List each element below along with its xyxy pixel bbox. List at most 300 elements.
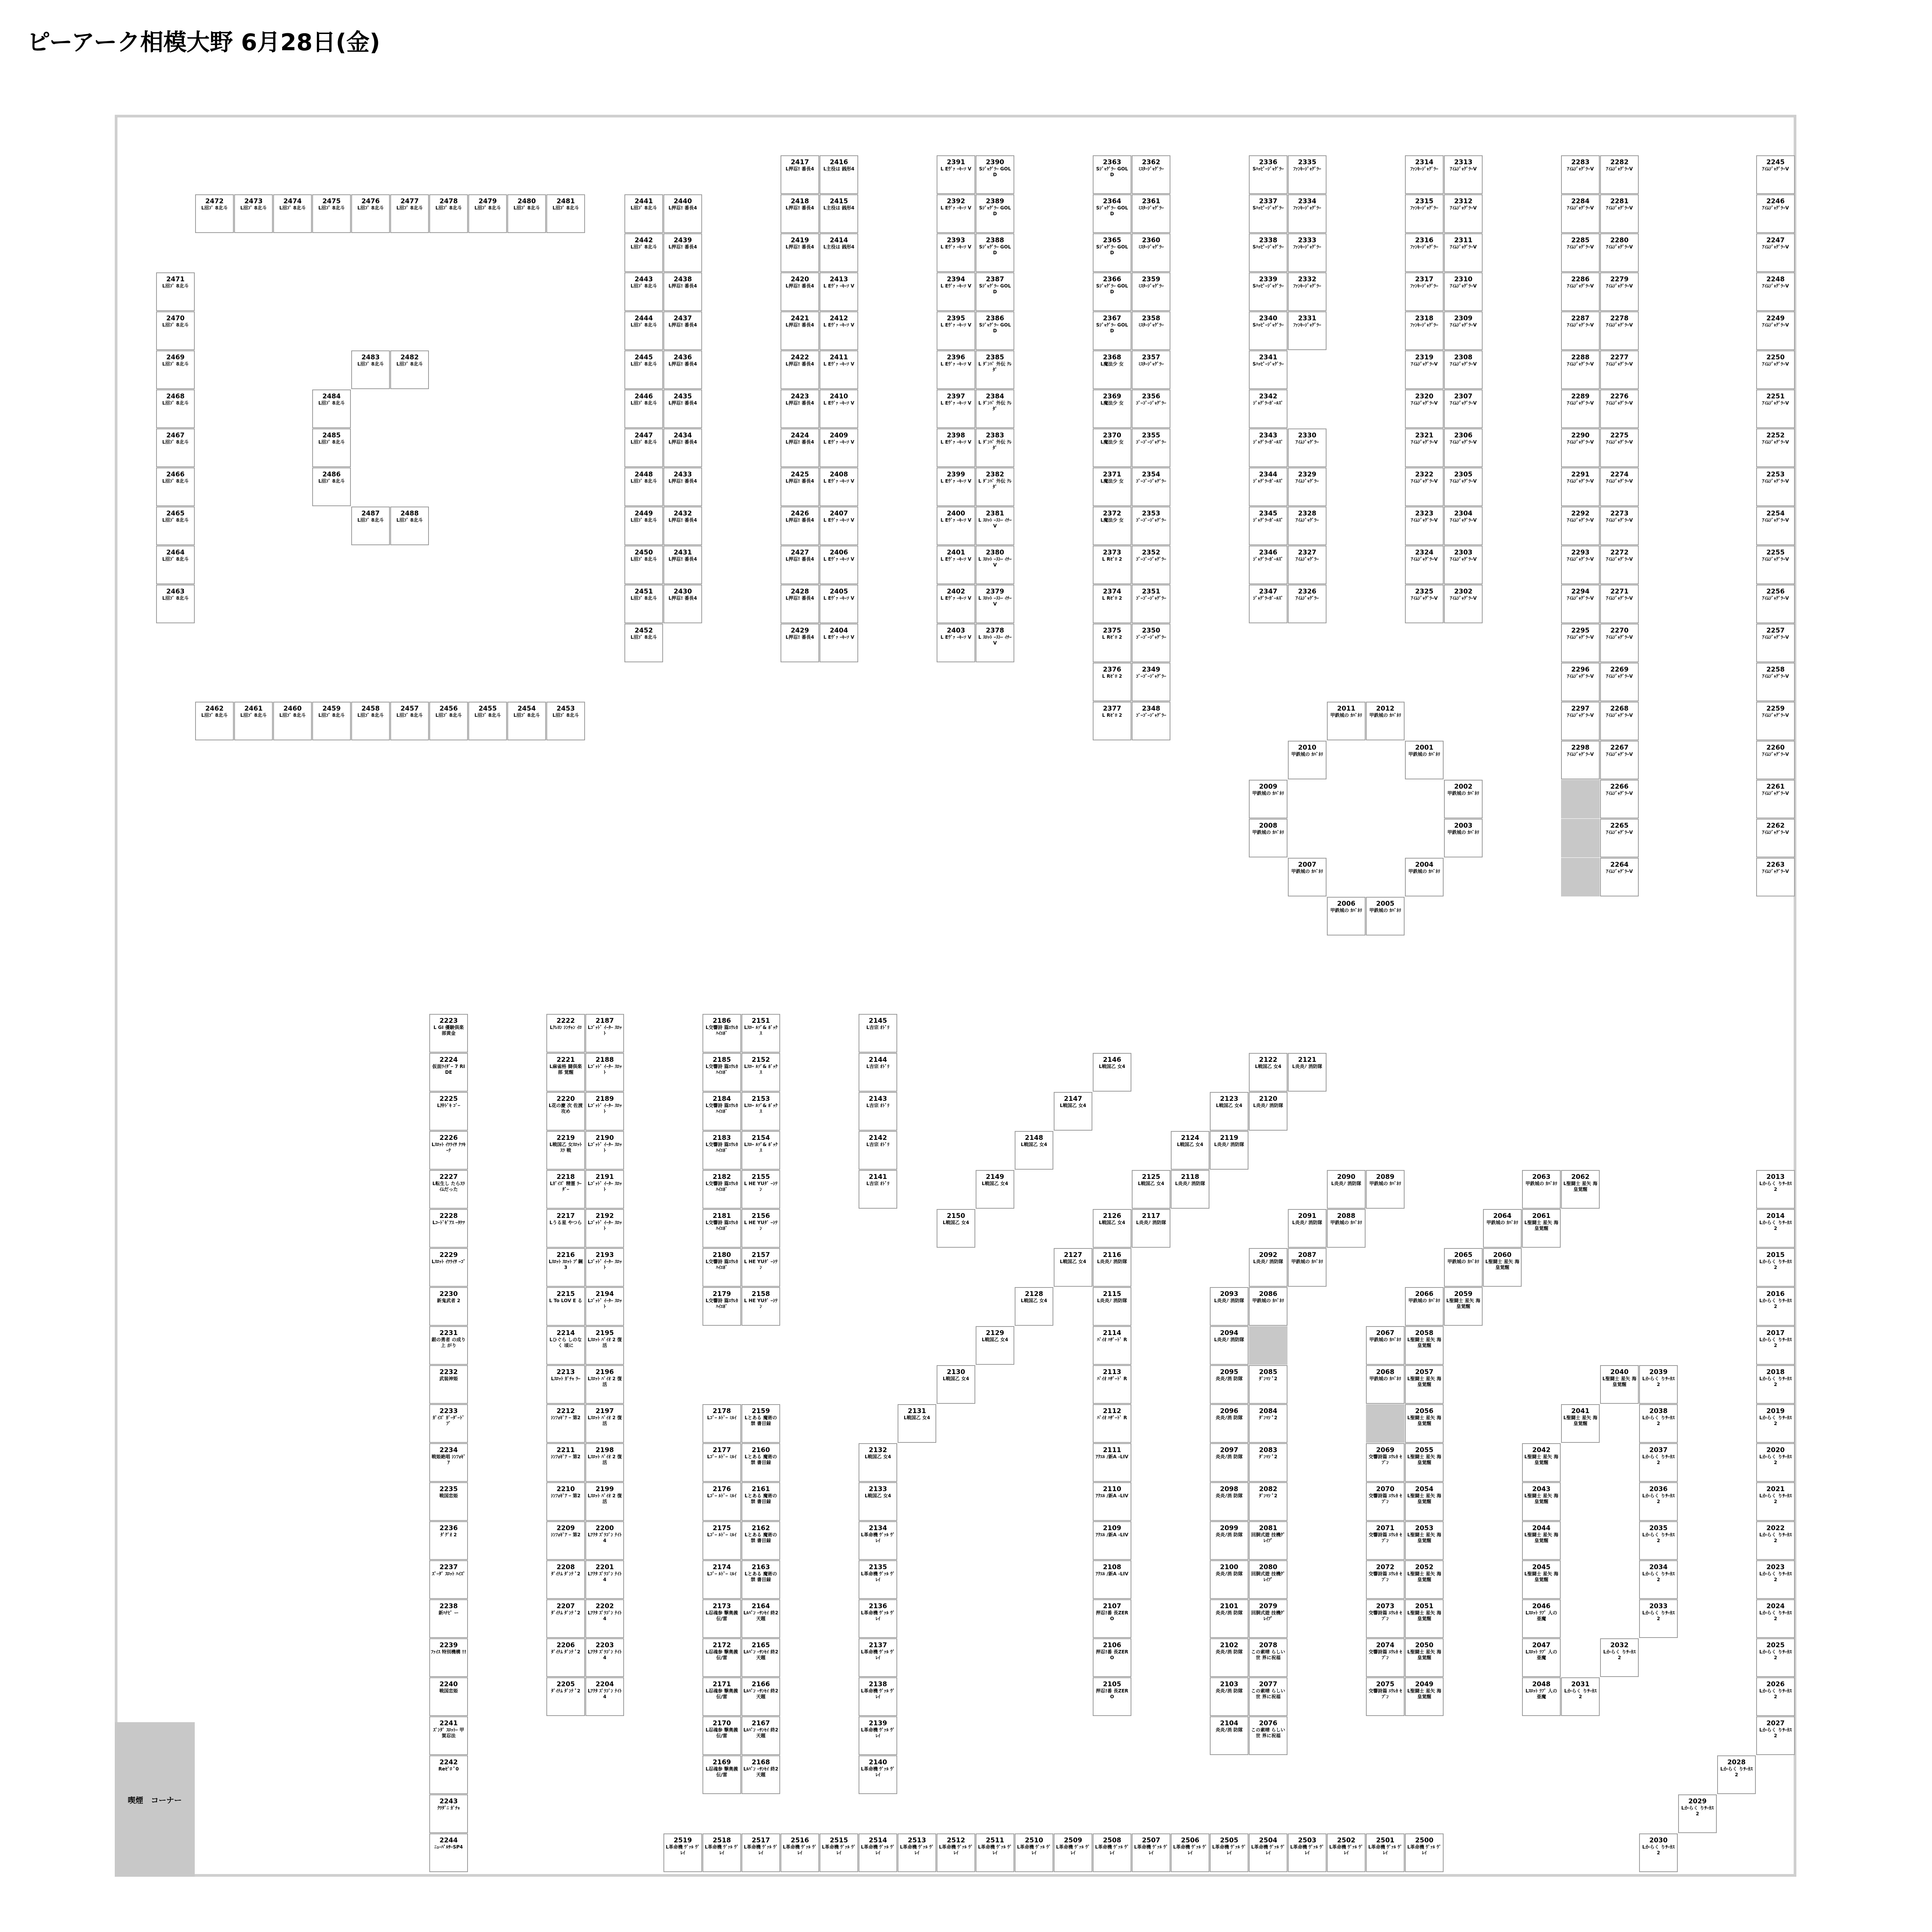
machine-cell[interactable] <box>1288 272 1327 311</box>
machine-cell[interactable] <box>1249 1560 1287 1599</box>
machine-cell[interactable] <box>702 1170 741 1209</box>
machine-cell[interactable] <box>1366 1677 1405 1716</box>
machine-cell[interactable] <box>585 1365 624 1404</box>
machine-cell[interactable] <box>1444 194 1483 233</box>
machine-cell[interactable] <box>546 1326 585 1365</box>
machine-cell[interactable] <box>1249 1365 1287 1404</box>
machine-cell[interactable] <box>1132 702 1170 740</box>
machine-cell[interactable] <box>976 233 1014 272</box>
machine-cell[interactable] <box>1093 1326 1131 1365</box>
machine-cell[interactable] <box>624 350 663 389</box>
machine-cell[interactable] <box>546 1209 585 1248</box>
machine-cell[interactable] <box>1405 1677 1444 1716</box>
machine-cell[interactable] <box>1405 858 1444 896</box>
machine-cell[interactable] <box>1132 155 1170 194</box>
machine-cell[interactable] <box>702 1248 741 1287</box>
machine-cell[interactable] <box>781 233 819 272</box>
machine-cell[interactable] <box>585 1014 624 1053</box>
machine-cell[interactable] <box>1444 468 1483 506</box>
machine-cell[interactable] <box>1561 624 1600 662</box>
machine-cell[interactable] <box>546 1404 585 1443</box>
machine-cell[interactable] <box>585 1287 624 1326</box>
machine-cell[interactable] <box>1249 1677 1287 1716</box>
machine-cell[interactable] <box>546 1365 585 1404</box>
machine-cell[interactable] <box>1366 1599 1405 1638</box>
machine-cell[interactable] <box>1639 1443 1678 1482</box>
machine-cell[interactable] <box>663 468 702 506</box>
machine-cell[interactable] <box>1444 272 1483 311</box>
machine-cell[interactable] <box>1093 468 1131 506</box>
machine-cell[interactable] <box>1756 702 1795 740</box>
machine-cell[interactable] <box>429 1404 468 1443</box>
machine-cell[interactable] <box>1756 507 1795 545</box>
machine-cell[interactable] <box>1522 1443 1561 1482</box>
machine-cell[interactable] <box>312 702 351 740</box>
machine-cell[interactable] <box>1054 1092 1092 1131</box>
machine-cell[interactable] <box>1756 1482 1795 1521</box>
machine-cell[interactable] <box>1522 1677 1561 1716</box>
machine-cell[interactable] <box>1249 468 1287 506</box>
machine-cell[interactable] <box>1288 233 1327 272</box>
machine-cell[interactable] <box>742 1677 780 1716</box>
machine-cell[interactable] <box>1288 468 1327 506</box>
machine-cell[interactable] <box>781 350 819 389</box>
machine-cell[interactable] <box>1405 1833 1444 1872</box>
machine-cell[interactable] <box>1600 429 1639 467</box>
machine-cell[interactable] <box>663 585 702 623</box>
machine-cell[interactable] <box>585 1209 624 1248</box>
machine-cell[interactable] <box>429 1677 468 1716</box>
machine-cell[interactable] <box>585 1092 624 1131</box>
machine-cell[interactable] <box>781 546 819 584</box>
machine-cell[interactable] <box>1756 1248 1795 1287</box>
machine-cell[interactable] <box>1210 1443 1248 1482</box>
machine-cell[interactable] <box>702 1755 741 1794</box>
machine-cell[interactable] <box>1444 507 1483 545</box>
machine-cell[interactable] <box>1093 624 1131 662</box>
machine-cell[interactable] <box>1132 1209 1170 1248</box>
machine-cell[interactable] <box>1561 507 1600 545</box>
machine-cell[interactable] <box>1132 194 1170 233</box>
machine-cell[interactable] <box>1405 1443 1444 1482</box>
machine-cell[interactable] <box>1327 1170 1366 1209</box>
machine-cell[interactable] <box>1249 429 1287 467</box>
machine-cell[interactable] <box>742 1833 780 1872</box>
machine-cell[interactable] <box>742 1638 780 1677</box>
machine-cell[interactable] <box>976 468 1014 506</box>
machine-cell[interactable] <box>859 1755 897 1794</box>
machine-cell[interactable] <box>1249 1716 1287 1755</box>
machine-cell[interactable] <box>546 1170 585 1209</box>
machine-cell[interactable] <box>663 546 702 584</box>
machine-cell[interactable] <box>1444 155 1483 194</box>
machine-cell[interactable] <box>1249 1482 1287 1521</box>
machine-cell[interactable] <box>1093 350 1131 389</box>
machine-cell[interactable] <box>1210 1131 1248 1170</box>
machine-cell[interactable] <box>820 233 858 272</box>
machine-cell[interactable] <box>742 1404 780 1443</box>
machine-cell[interactable] <box>1756 1209 1795 1248</box>
machine-cell[interactable] <box>1249 1638 1287 1677</box>
machine-cell[interactable] <box>1093 1560 1131 1599</box>
machine-cell[interactable] <box>1366 702 1405 740</box>
machine-cell[interactable] <box>1054 1248 1092 1287</box>
machine-cell[interactable] <box>429 1716 468 1755</box>
machine-cell[interactable] <box>156 272 195 311</box>
machine-cell[interactable] <box>1210 1560 1248 1599</box>
machine-cell[interactable] <box>585 1053 624 1092</box>
machine-cell[interactable] <box>1600 1638 1639 1677</box>
machine-cell[interactable] <box>1756 1677 1795 1716</box>
machine-cell[interactable] <box>859 1482 897 1521</box>
machine-cell[interactable] <box>663 350 702 389</box>
machine-cell[interactable] <box>1639 1833 1678 1872</box>
machine-cell[interactable] <box>429 1755 468 1794</box>
machine-cell[interactable] <box>429 1560 468 1599</box>
machine-cell[interactable] <box>585 1170 624 1209</box>
machine-cell[interactable] <box>1288 507 1327 545</box>
machine-cell[interactable] <box>1327 1209 1366 1248</box>
machine-cell[interactable] <box>312 194 351 233</box>
machine-cell[interactable] <box>1249 819 1287 857</box>
machine-cell[interactable] <box>1600 507 1639 545</box>
machine-cell[interactable] <box>702 1638 741 1677</box>
machine-cell[interactable] <box>859 1092 897 1131</box>
machine-cell[interactable] <box>1249 194 1287 233</box>
machine-cell[interactable] <box>820 155 858 194</box>
machine-cell[interactable] <box>1600 194 1639 233</box>
machine-cell[interactable] <box>390 702 429 740</box>
machine-cell[interactable] <box>1405 507 1444 545</box>
machine-cell[interactable] <box>1756 1560 1795 1599</box>
machine-cell[interactable] <box>1093 1287 1131 1326</box>
machine-cell[interactable] <box>624 429 663 467</box>
machine-cell[interactable] <box>273 194 312 233</box>
machine-cell[interactable] <box>859 1638 897 1677</box>
machine-cell[interactable] <box>859 1599 897 1638</box>
machine-cell[interactable] <box>1600 858 1639 896</box>
machine-cell[interactable] <box>702 1014 741 1053</box>
machine-cell[interactable] <box>1249 1404 1287 1443</box>
machine-cell[interactable] <box>1600 585 1639 623</box>
machine-cell[interactable] <box>937 585 975 623</box>
machine-cell[interactable] <box>1522 1599 1561 1638</box>
machine-cell[interactable] <box>1756 1287 1795 1326</box>
machine-cell[interactable] <box>1405 1404 1444 1443</box>
machine-cell[interactable] <box>273 702 312 740</box>
machine-cell[interactable] <box>1093 429 1131 467</box>
machine-cell[interactable] <box>429 702 468 740</box>
machine-cell[interactable] <box>624 389 663 428</box>
machine-cell[interactable] <box>742 1443 780 1482</box>
machine-cell[interactable] <box>1561 311 1600 350</box>
machine-cell[interactable] <box>937 546 975 584</box>
machine-cell[interactable] <box>937 389 975 428</box>
machine-cell[interactable] <box>820 1833 858 1872</box>
machine-cell[interactable] <box>1249 1287 1287 1326</box>
machine-cell[interactable] <box>742 1053 780 1092</box>
machine-cell[interactable] <box>1600 311 1639 350</box>
machine-cell[interactable] <box>312 468 351 506</box>
machine-cell[interactable] <box>351 350 390 389</box>
machine-cell[interactable] <box>702 1677 741 1716</box>
machine-cell[interactable] <box>429 1482 468 1521</box>
machine-cell[interactable] <box>976 311 1014 350</box>
machine-cell[interactable] <box>429 1365 468 1404</box>
machine-cell[interactable] <box>1249 1833 1287 1872</box>
machine-cell[interactable] <box>390 194 429 233</box>
machine-cell[interactable] <box>820 507 858 545</box>
machine-cell[interactable] <box>1093 546 1131 584</box>
machine-cell[interactable] <box>859 1833 897 1872</box>
machine-cell[interactable] <box>702 1092 741 1131</box>
machine-cell[interactable] <box>1249 780 1287 818</box>
machine-cell[interactable] <box>937 1833 975 1872</box>
machine-cell[interactable] <box>1288 741 1327 779</box>
machine-cell[interactable] <box>624 233 663 272</box>
machine-cell[interactable] <box>1756 780 1795 818</box>
machine-cell[interactable] <box>1093 663 1131 701</box>
machine-cell[interactable] <box>1210 1404 1248 1443</box>
machine-cell[interactable] <box>781 585 819 623</box>
machine-cell[interactable] <box>1132 389 1170 428</box>
machine-cell[interactable] <box>546 1014 585 1053</box>
machine-cell[interactable] <box>1756 468 1795 506</box>
machine-cell[interactable] <box>1405 1560 1444 1599</box>
machine-cell[interactable] <box>1756 1170 1795 1209</box>
machine-cell[interactable] <box>1093 507 1131 545</box>
machine-cell[interactable] <box>937 1365 975 1404</box>
machine-cell[interactable] <box>1756 741 1795 779</box>
machine-cell[interactable] <box>859 1677 897 1716</box>
machine-cell[interactable] <box>1015 1287 1053 1326</box>
machine-cell[interactable] <box>702 1209 741 1248</box>
machine-cell[interactable] <box>624 546 663 584</box>
machine-cell[interactable] <box>1639 1482 1678 1521</box>
machine-cell[interactable] <box>1561 389 1600 428</box>
machine-cell[interactable] <box>781 311 819 350</box>
machine-cell[interactable] <box>1561 468 1600 506</box>
machine-cell[interactable] <box>1522 1521 1561 1560</box>
machine-cell[interactable] <box>1210 1599 1248 1638</box>
machine-cell[interactable] <box>1483 1209 1522 1248</box>
machine-cell[interactable] <box>1756 624 1795 662</box>
machine-cell[interactable] <box>1444 1248 1483 1287</box>
machine-cell[interactable] <box>312 429 351 467</box>
machine-cell[interactable] <box>1600 272 1639 311</box>
machine-cell[interactable] <box>156 507 195 545</box>
machine-cell[interactable] <box>624 272 663 311</box>
machine-cell[interactable] <box>1288 1209 1327 1248</box>
machine-cell[interactable] <box>1054 1833 1092 1872</box>
machine-cell[interactable] <box>1756 546 1795 584</box>
machine-cell[interactable] <box>1288 155 1327 194</box>
machine-cell[interactable] <box>1561 585 1600 623</box>
machine-cell[interactable] <box>1756 1326 1795 1365</box>
machine-cell[interactable] <box>1210 1638 1248 1677</box>
machine-cell[interactable] <box>1444 233 1483 272</box>
machine-cell[interactable] <box>1444 819 1483 857</box>
machine-cell[interactable] <box>1093 1521 1131 1560</box>
machine-cell[interactable] <box>742 1014 780 1053</box>
machine-cell[interactable] <box>1756 819 1795 857</box>
machine-cell[interactable] <box>1171 1131 1209 1170</box>
machine-cell[interactable] <box>1249 546 1287 584</box>
machine-cell[interactable] <box>1600 468 1639 506</box>
machine-cell[interactable] <box>1561 350 1600 389</box>
machine-cell[interactable] <box>1249 1053 1287 1092</box>
machine-cell[interactable] <box>1132 546 1170 584</box>
machine-cell[interactable] <box>820 624 858 662</box>
machine-cell[interactable] <box>585 1482 624 1521</box>
machine-cell[interactable] <box>859 1521 897 1560</box>
machine-cell[interactable] <box>1093 1599 1131 1638</box>
machine-cell[interactable] <box>1366 897 1405 935</box>
machine-cell[interactable] <box>1405 1599 1444 1638</box>
machine-cell[interactable] <box>1249 350 1287 389</box>
machine-cell[interactable] <box>742 1599 780 1638</box>
machine-cell[interactable] <box>1561 741 1600 779</box>
machine-cell[interactable] <box>663 429 702 467</box>
machine-cell[interactable] <box>1132 429 1170 467</box>
machine-cell[interactable] <box>1249 155 1287 194</box>
machine-cell[interactable] <box>1405 1521 1444 1560</box>
machine-cell[interactable] <box>1600 546 1639 584</box>
machine-cell[interactable] <box>1756 1365 1795 1404</box>
machine-cell[interactable] <box>156 468 195 506</box>
machine-cell[interactable] <box>859 1170 897 1209</box>
machine-cell[interactable] <box>1600 389 1639 428</box>
machine-cell[interactable] <box>1288 194 1327 233</box>
machine-cell[interactable] <box>702 1599 741 1638</box>
machine-cell[interactable] <box>1093 702 1131 740</box>
machine-cell[interactable] <box>1756 311 1795 350</box>
machine-cell[interactable] <box>1288 585 1327 623</box>
machine-cell[interactable] <box>820 546 858 584</box>
machine-cell[interactable] <box>1327 702 1366 740</box>
machine-cell[interactable] <box>937 233 975 272</box>
machine-cell[interactable] <box>1132 468 1170 506</box>
machine-cell[interactable] <box>1288 429 1327 467</box>
machine-cell[interactable] <box>1093 155 1131 194</box>
machine-cell[interactable] <box>546 194 585 233</box>
machine-cell[interactable] <box>1210 1521 1248 1560</box>
machine-cell[interactable] <box>1405 1365 1444 1404</box>
machine-cell[interactable] <box>1522 1560 1561 1599</box>
machine-cell[interactable] <box>1444 1287 1483 1326</box>
machine-cell[interactable] <box>1561 702 1600 740</box>
machine-cell[interactable] <box>429 1287 468 1326</box>
machine-cell[interactable] <box>1093 1365 1131 1404</box>
machine-cell[interactable] <box>546 1560 585 1599</box>
machine-cell[interactable] <box>1093 1053 1131 1092</box>
machine-cell[interactable] <box>585 1404 624 1443</box>
machine-cell[interactable] <box>742 1248 780 1287</box>
machine-cell[interactable] <box>781 1833 819 1872</box>
machine-cell[interactable] <box>1132 1170 1170 1209</box>
machine-cell[interactable] <box>1444 389 1483 428</box>
machine-cell[interactable] <box>976 350 1014 389</box>
machine-cell[interactable] <box>1366 1365 1405 1404</box>
machine-cell[interactable] <box>976 1833 1014 1872</box>
machine-cell[interactable] <box>1366 1560 1405 1599</box>
machine-cell[interactable] <box>1522 1209 1561 1248</box>
machine-cell[interactable] <box>1756 858 1795 896</box>
machine-cell[interactable] <box>742 1755 780 1794</box>
machine-cell[interactable] <box>663 311 702 350</box>
machine-cell[interactable] <box>702 1287 741 1326</box>
machine-cell[interactable] <box>546 1092 585 1131</box>
machine-cell[interactable] <box>1600 663 1639 701</box>
machine-cell[interactable] <box>1405 311 1444 350</box>
machine-cell[interactable] <box>742 1287 780 1326</box>
machine-cell[interactable] <box>585 1638 624 1677</box>
machine-cell[interactable] <box>820 389 858 428</box>
machine-cell[interactable] <box>1405 1482 1444 1521</box>
machine-cell[interactable] <box>1561 663 1600 701</box>
machine-cell[interactable] <box>1210 1677 1248 1716</box>
machine-cell[interactable] <box>742 1092 780 1131</box>
machine-cell[interactable] <box>1210 1482 1248 1521</box>
machine-cell[interactable] <box>1093 1638 1131 1677</box>
machine-cell[interactable] <box>1132 663 1170 701</box>
machine-cell[interactable] <box>976 429 1014 467</box>
machine-cell[interactable] <box>976 272 1014 311</box>
machine-cell[interactable] <box>1249 1521 1287 1560</box>
machine-cell[interactable] <box>1366 1482 1405 1521</box>
machine-cell[interactable] <box>976 194 1014 233</box>
machine-cell[interactable] <box>1093 1248 1131 1287</box>
machine-cell[interactable] <box>1561 233 1600 272</box>
machine-cell[interactable] <box>1132 507 1170 545</box>
machine-cell[interactable] <box>1405 1287 1444 1326</box>
machine-cell[interactable] <box>546 1638 585 1677</box>
machine-cell[interactable] <box>702 1716 741 1755</box>
machine-cell[interactable] <box>429 1248 468 1287</box>
machine-cell[interactable] <box>546 1521 585 1560</box>
machine-cell[interactable] <box>781 624 819 662</box>
machine-cell[interactable] <box>1249 1248 1287 1287</box>
machine-cell[interactable] <box>820 350 858 389</box>
machine-cell[interactable] <box>1756 663 1795 701</box>
machine-cell[interactable] <box>1405 1326 1444 1365</box>
machine-cell[interactable] <box>429 1209 468 1248</box>
machine-cell[interactable] <box>1639 1560 1678 1599</box>
machine-cell[interactable] <box>663 507 702 545</box>
machine-cell[interactable] <box>1405 389 1444 428</box>
machine-cell[interactable] <box>546 1677 585 1716</box>
machine-cell[interactable] <box>1093 585 1131 623</box>
machine-cell[interactable] <box>820 272 858 311</box>
machine-cell[interactable] <box>585 1248 624 1287</box>
machine-cell[interactable] <box>156 311 195 350</box>
machine-cell[interactable] <box>1756 272 1795 311</box>
machine-cell[interactable] <box>1405 468 1444 506</box>
machine-cell[interactable] <box>702 1521 741 1560</box>
machine-cell[interactable] <box>1756 350 1795 389</box>
machine-cell[interactable] <box>1132 624 1170 662</box>
machine-cell[interactable] <box>351 507 390 545</box>
machine-cell[interactable] <box>468 194 507 233</box>
machine-cell[interactable] <box>195 194 234 233</box>
machine-cell[interactable] <box>1483 1248 1522 1287</box>
machine-cell[interactable] <box>1249 507 1287 545</box>
machine-cell[interactable] <box>1249 1443 1287 1482</box>
machine-cell[interactable] <box>1756 429 1795 467</box>
machine-cell[interactable] <box>1171 1170 1209 1209</box>
machine-cell[interactable] <box>1639 1521 1678 1560</box>
machine-cell[interactable] <box>1366 1326 1405 1365</box>
